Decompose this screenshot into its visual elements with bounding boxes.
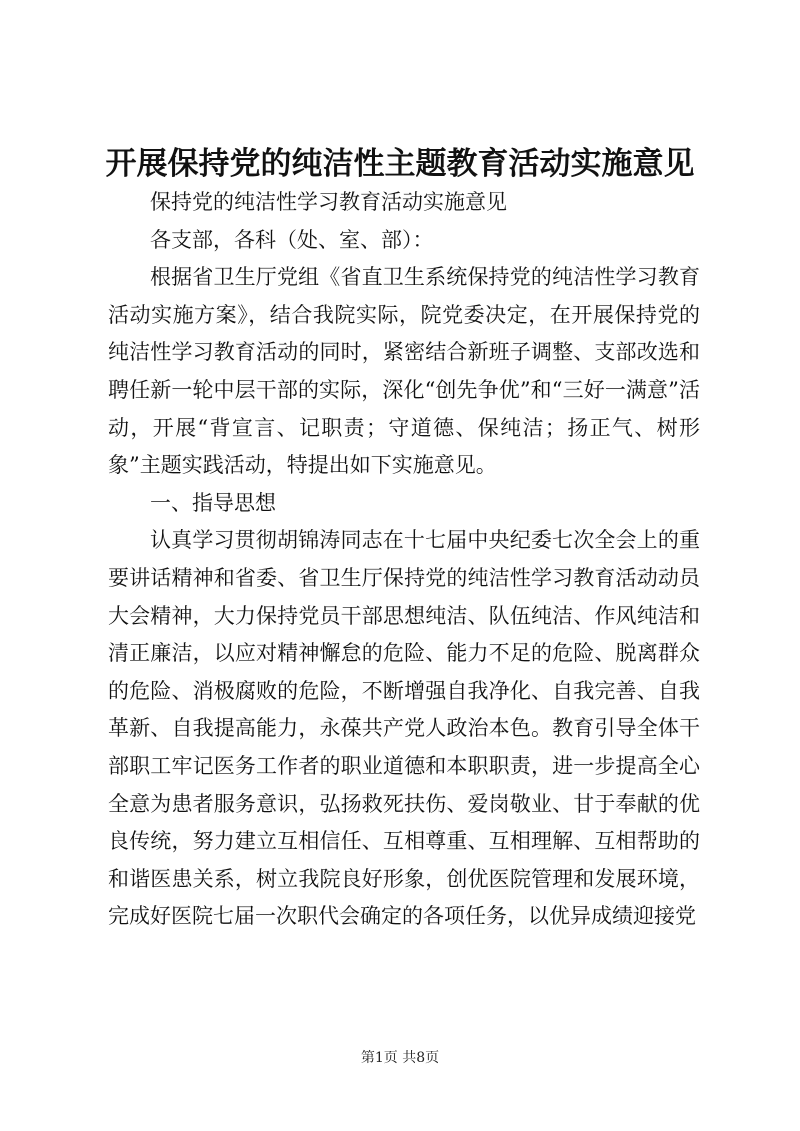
intro-paragraph: 根据省卫生厅党组《省直卫生系统保持党的纯洁性学习教育活动实施方案》，结合我院实际，院党委决定，在开展保持党的纯洁性学习教育活动的同时，紧密结合新班子调整、支部改选和聘任新一轮中层干部的实际，深化“创先争优”和“三好一满意”活动，开展“背宣言、记职责；守道德、保纯洁；扬正气、树形象”主题实践活动，特提出如下实施意见。 <box>108 265 700 478</box>
guiding-thought-paragraph: 认真学习贯彻胡锦涛同志在十七届中央纪委七次全会上的重要讲话精神和省委、省卫生厅保持党的纯洁性学习教育活动动员大会精神，大力保持党员干部思想纯洁、队伍纯洁、作风纯洁和清正廉洁，以应对精神懈怠的危险、能力不足的危险、脱离群众的危险、消极腐败的危险，不断增强自我净化、自我完善、自我革新、自我提高能力，永葆共产党人政治本色。教育引导全体干部职工牢记医务工作者的职业道德和本职职责，进一步提高全心全意为患者服务意识，弘扬救死扶伤、爱岗敬业、甘于奉献的优良传统，努力建立互相信任、互相尊重、互相理解、互相帮助的和谐医患关系，树立我院良好形象，创优医院管理和发展环境，完成好医院七届一次职代会确定的各项任务，以优异成绩迎接党 <box>108 528 700 929</box>
salutation-paragraph: 各支部，各科（处、室、部）： <box>150 227 434 252</box>
subtitle-paragraph: 保持党的纯洁性学习教育活动实施意见 <box>150 190 507 214</box>
document-title: 开展保持党的纯洁性主题教育活动实施意见 <box>105 146 695 182</box>
section-heading: 一、指导思想 <box>150 490 276 515</box>
page-number-footer: 第1页 共8页 <box>360 1050 440 1066</box>
document-body <box>108 184 700 936</box>
